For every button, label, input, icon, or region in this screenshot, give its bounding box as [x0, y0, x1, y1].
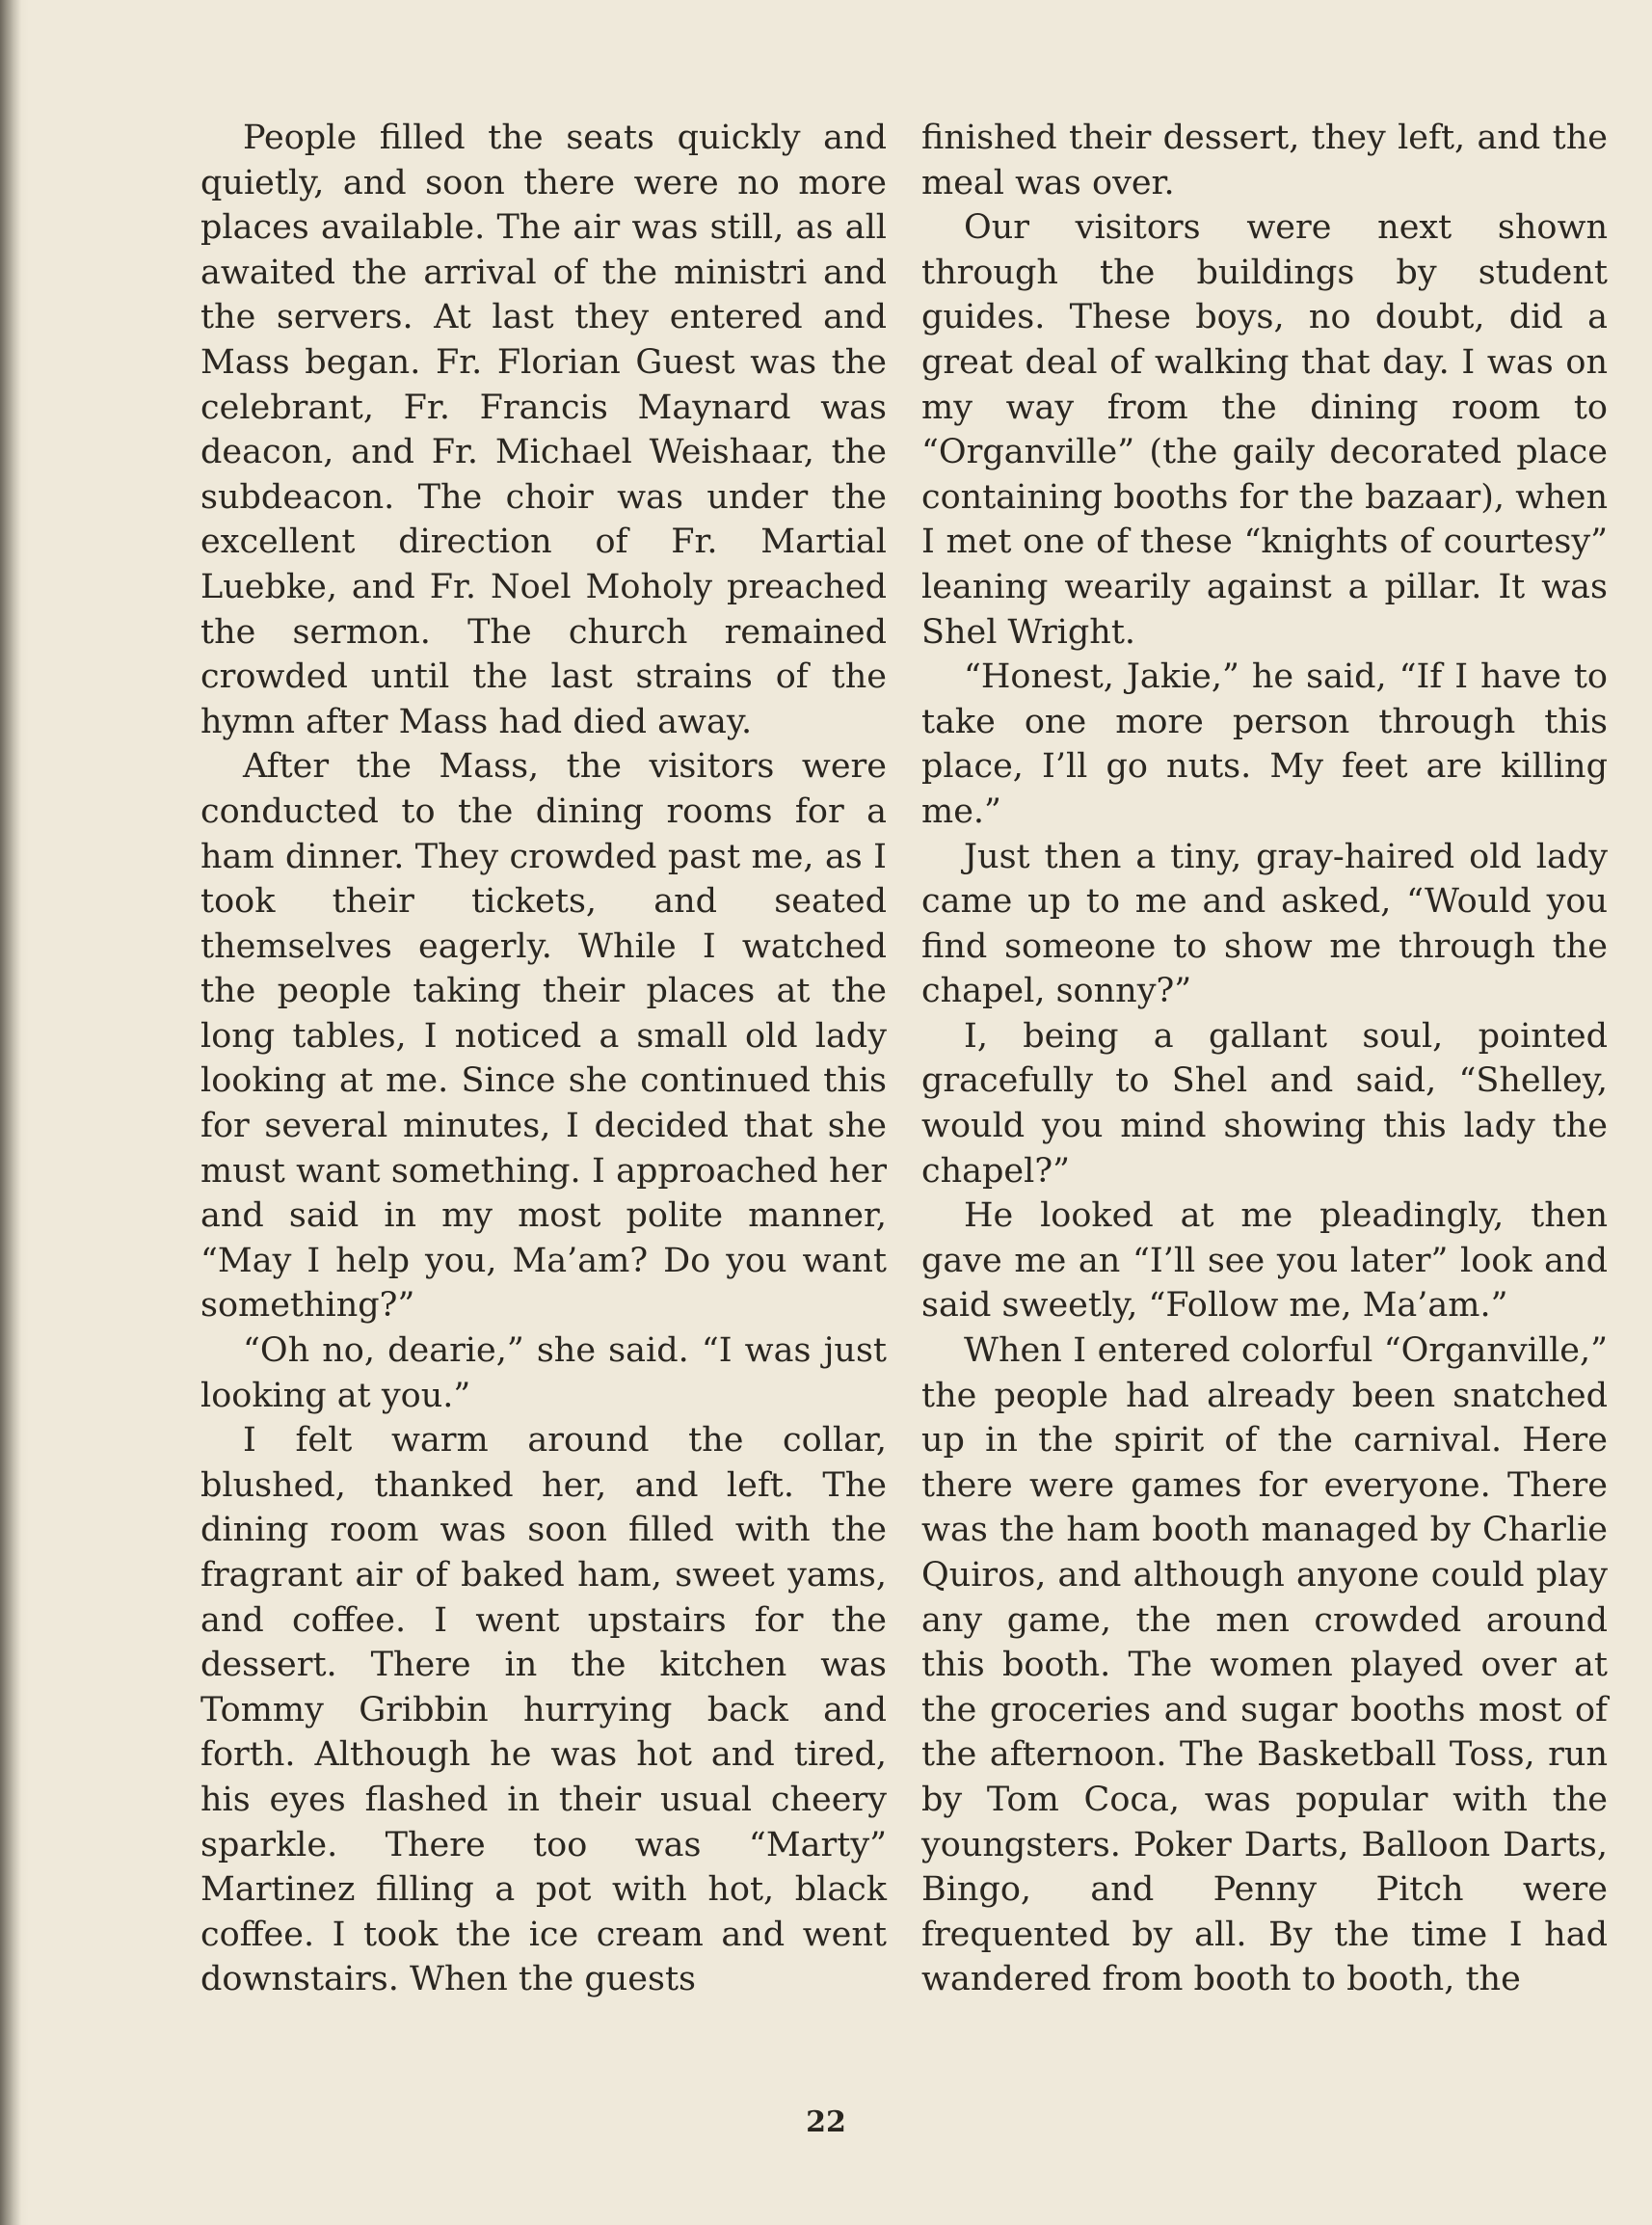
paragraph: “Honest, Jakie,” he said, “If I have to take one more person through this place, I’ll go nuts. My feet are killing me.”: [921, 657, 1608, 831]
paragraph: I felt warm around the collar, blushed, thanked her, and left. The dining room was soon filled with the fragrant air of baked ham, sweet yams, and coffee. I went upstairs for the dessert. There in the kitchen was Tommy Gribbin hurrying back and forth. Although he was hot and tired, his eyes flashed in their usual cheery sparkle. There too was “Marty” Martinez filling a pot with hot, black coffee. I took the ice cream and went downstairs. When the guests: [200, 1421, 887, 1999]
paragraph: He looked at me pleadingly, then gave me an “I’ll see you later” look and said sweetly, “Follow me, Ma’am.”: [921, 1196, 1608, 1326]
paragraph: Our visitors were next shown through the buildings by student guides. These boys, no doubt, did a great deal of walking that day. I was on my way from the dining room to “Organville” (the gaily decorated place containing booths for the bazaar), when I met one of these “knights of courtesy” leaning wearily against a pillar. It was Shel Wright.: [921, 208, 1608, 652]
paragraph: After the Mass, the visitors were conducted to the dining rooms for a ham dinner. They crowded past me, as I took their tickets, and seated themselves eagerly. While I watched the people taking their places at the long tables, I noticed a small old lady looking at me. Since she continued this for several minutes, I decided that she must want something. I approached her and said in my most polite manner, “May I help you, Ma’am? Do you want something?”: [200, 747, 887, 1326]
paragraph: When I entered colorful “Organville,” the people had already been snatched up in the spirit of the carnival. Here there were games for everyone. There was the ham booth managed by Charlie Quiros, and although anyone could play any game, the men crowded around this booth. The women played over at the groceries and sugar booths most of the afternoon. The Basketball Toss, run by Tom Coca, was popular with the youngsters. Poker Darts, Balloon Darts, Bingo, and Penny Pitch were frequented by all. By the time I had wandered from booth to booth, the: [921, 1331, 1608, 1999]
paragraph: I, being a gallant soul, pointed gracefully to Shel and said, “Shelley, would you mind showing this lady the chapel?”: [921, 1016, 1608, 1191]
left-column: [200, 116, 887, 2002]
paragraph: “Oh no, dearie,” she said. “I was just looking at you.”: [200, 1331, 887, 1415]
right-column: [921, 116, 1608, 2002]
paragraph-continuation: finished their dessert, they left, and the meal was over.: [921, 119, 1608, 202]
page-number: 22: [806, 2105, 846, 2139]
binding-shadow: [0, 0, 21, 2225]
paragraph: Just then a tiny, gray-haired old lady came up to me and asked, “Would you find someone to show me through the chapel, sonny?”: [921, 837, 1608, 1011]
paragraph: People filled the seats quickly and quietly, and soon there were no more places available. The air was still, as all awaited the arrival of the ministri and the servers. At last they entered and Mass began. Fr. Florian Guest was the celebrant, Fr. Francis Maynard was deacon, and Fr. Michael Weishaar, the subdeacon. The choir was under the excellent direction of Fr. Martial Luebke, and Fr. Noel Moholy preached the sermon. The church remained crowded until the last strains of the hymn after Mass had died away.: [200, 119, 887, 741]
